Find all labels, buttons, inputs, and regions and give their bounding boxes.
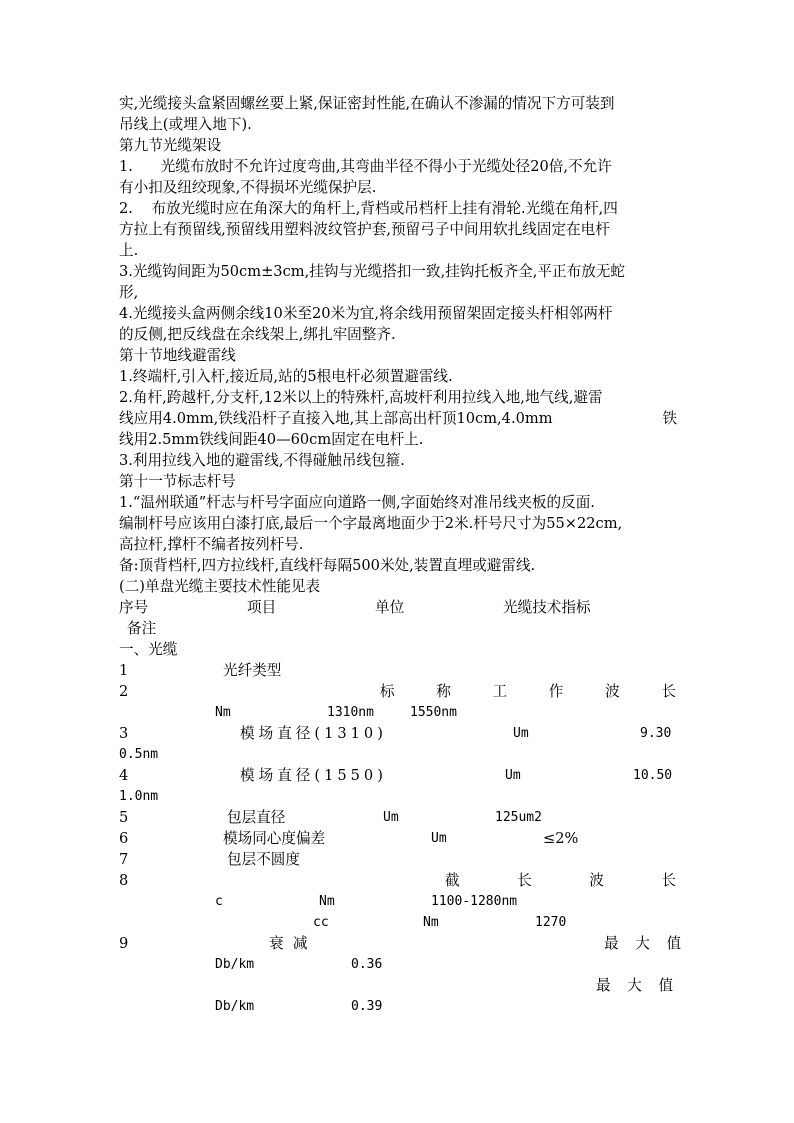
header-spec: 光缆技术指标 [503, 599, 591, 616]
row-6-no: 6 [119, 830, 129, 847]
sec11-item-1-line-3: 高拉杆,撑杆不编者按列杆号. [119, 536, 304, 553]
sec10-item-3: 3.利用拉线入地的避雷线,不得碰触吊线包箍. [119, 452, 405, 469]
row-6-value: ≤2% [543, 830, 579, 847]
row-2-item [380, 681, 676, 702]
intro-paragraph [119, 93, 677, 135]
row-3-tolerance: 0.5nm [119, 747, 159, 762]
section-11-heading: 第十一节标志杆号 [119, 473, 236, 490]
sec9-item-2-line-1: 2. 布放光缆时应在角深大的角杆上,背档或吊档杆上挂有滑轮.光缆在角杆,四 [119, 200, 618, 217]
row-2-no: 2 [119, 683, 129, 700]
row-9-max-label-2: 最 大 值 [596, 977, 680, 994]
row-5-unit: Um [383, 810, 399, 825]
row-4-value: 10.50 [633, 768, 673, 783]
row-9-item: 衰 减 [269, 935, 308, 952]
row-5-item: 包层直径 [227, 809, 286, 826]
sec9-item-3-line-1: 3.光缆钩间距为50cm±3cm,挂钩与光缆搭扣一致,挂钩托板齐全,平正布放无蛇 [119, 263, 625, 280]
sec10-item-2-line-2-end: 铁 [662, 410, 677, 427]
row-8-item-char: 长 [661, 872, 676, 889]
row-6-item: 模场同心度偏差 [223, 830, 326, 847]
row-9-no: 9 [119, 935, 129, 952]
row-8-item-char: 长 [517, 872, 532, 889]
sec9-item-4-line-2: 的反侧,把反线盘在余线架上,绑扎牢固整齐. [119, 326, 396, 343]
row-9-value: 0.36 [351, 957, 383, 972]
row-4-item: 模场直径(1550) [240, 767, 387, 784]
row-9-value-2: 0.39 [351, 999, 383, 1014]
row-5-no: 5 [119, 809, 129, 826]
row-8-range: 1100-1280nm [431, 894, 518, 909]
sec10-item-2-line-2: 线应用4.0mm,铁线沿杆子直接入地,其上部高出杆顶10cm,4.0mm [119, 410, 553, 427]
sec11-note: 备:顶背档杆,四方拉线杆,直线杆每隔500米处,装置直埋或避雷线. [119, 557, 536, 574]
sec9-item-1-line-2: 有小扣及纽绞现象,不得损坏光缆保护层. [119, 179, 377, 196]
sec10-item-1: 1.终端杆,引入杆,接近局,站的5根电杆必须置避雷线. [119, 368, 453, 385]
intro-line-1: 实,光缆接头盒紧固螺丝要上紧,保证密封性能,在确认不渗漏的情况下方可装到 [119, 95, 615, 112]
sec10-item-2-line-1: 2.角杆,跨越杆,分支杆,12米以上的特殊杆,高坡杆利用拉线入地,地气线,避雷 [119, 389, 603, 406]
row-8-sub-a: c [215, 894, 223, 909]
header-item: 项目 [247, 599, 277, 616]
row-7-item: 包层不圆度 [227, 851, 300, 868]
sec9-item-2-line-2: 方拉上有预留线,预留线用塑料波纹管护套,预留弓子中间用软扎线固定在电杆 [119, 221, 610, 238]
row-9-max-label: 最 大 值 [604, 935, 688, 952]
row-2-unit: Nm [215, 705, 231, 720]
row-2-item-char: 称 [436, 683, 451, 700]
header-remark: 备注 [127, 620, 157, 637]
row-2-item-char: 工 [492, 683, 508, 700]
row-3-unit: Um [513, 726, 529, 741]
row-8-unit: Nm [319, 894, 335, 909]
row-2-item-char: 波 [605, 683, 620, 700]
row-8-no: 8 [119, 872, 129, 889]
intro-line-2: 吊线上(或埋入地下). [119, 116, 252, 133]
sec11-item-1-line-2: 编制杆号应该用白漆打底,最后一个字最离地面少于2米.杆号尺寸为55×22cm, [119, 515, 623, 532]
row-8-unit-2: Nm [423, 915, 439, 930]
row-5-value: 125um2 [495, 810, 542, 825]
row-4-unit: Um [505, 768, 521, 783]
row-2-value-1: 1310nm [327, 705, 374, 720]
sec9-item-4 [119, 303, 677, 345]
row-8-value-2: 1270 [535, 915, 567, 930]
section-10-heading: 第十节地线避雷线 [119, 347, 236, 364]
sec9-item-1-line-1: 1. 光缆布放时不允许过度弯曲,其弯曲半径不得小于光缆处径20倍,不允许 [119, 158, 612, 175]
header-unit: 单位 [375, 599, 405, 616]
row-2-value-2: 1550nm [410, 705, 457, 720]
row-1-item: 光纤类型 [223, 662, 282, 679]
sec9-item-2 [119, 198, 677, 261]
sec9-item-3-line-2: 形, [119, 284, 139, 301]
row-2-item-char: 作 [548, 683, 564, 700]
row-4-tolerance: 1.0nm [119, 789, 159, 804]
sec9-item-2-line-3: 上. [119, 242, 139, 259]
sec9-item-1 [119, 156, 677, 198]
row-8-item-char: 波 [589, 872, 604, 889]
sec9-item-3 [119, 261, 677, 303]
row-7-no: 7 [119, 851, 129, 868]
header-no: 序号 [119, 599, 149, 616]
group-fiber-cable: 一、光缆 [119, 641, 178, 658]
section-9-heading: 第九节光缆架设 [119, 137, 222, 154]
sec10-item-2 [119, 387, 677, 450]
row-8-sub-b: cc [313, 915, 329, 930]
row-8-item-char: 截 [445, 872, 460, 889]
row-1-no: 1 [119, 662, 129, 679]
sec9-item-4-line-1: 4.光缆接头盒两侧余线10米至20米为宜,将余线用预留架固定接头杆相邻两杆 [119, 305, 613, 322]
row-3-value: 9.30 [640, 726, 672, 741]
row-9-unit: Db/km [215, 957, 255, 972]
row-8-item [445, 870, 676, 891]
row-3-item: 模场直径(1310) [240, 725, 387, 742]
row-9-unit-2: Db/km [215, 999, 255, 1014]
row-2-item-char: 长 [661, 683, 676, 700]
sec10-item-2-line-3: 线用2.5mm铁线间距40—60cm固定在电杆上. [119, 431, 424, 448]
row-2-item-char: 标 [380, 683, 395, 700]
row-6-unit: Um [431, 831, 447, 846]
sec11-item-1-line-1: 1.“温州联通”杆志与杆号字面应向道路一侧,字面始终对准吊线夹板的反面. [119, 494, 595, 511]
row-4-no: 4 [119, 767, 129, 784]
row-3-no: 3 [119, 725, 129, 742]
table-title: (二)单盘光缆主要技术性能见表 [119, 578, 321, 595]
sec11-item-1 [119, 492, 677, 555]
